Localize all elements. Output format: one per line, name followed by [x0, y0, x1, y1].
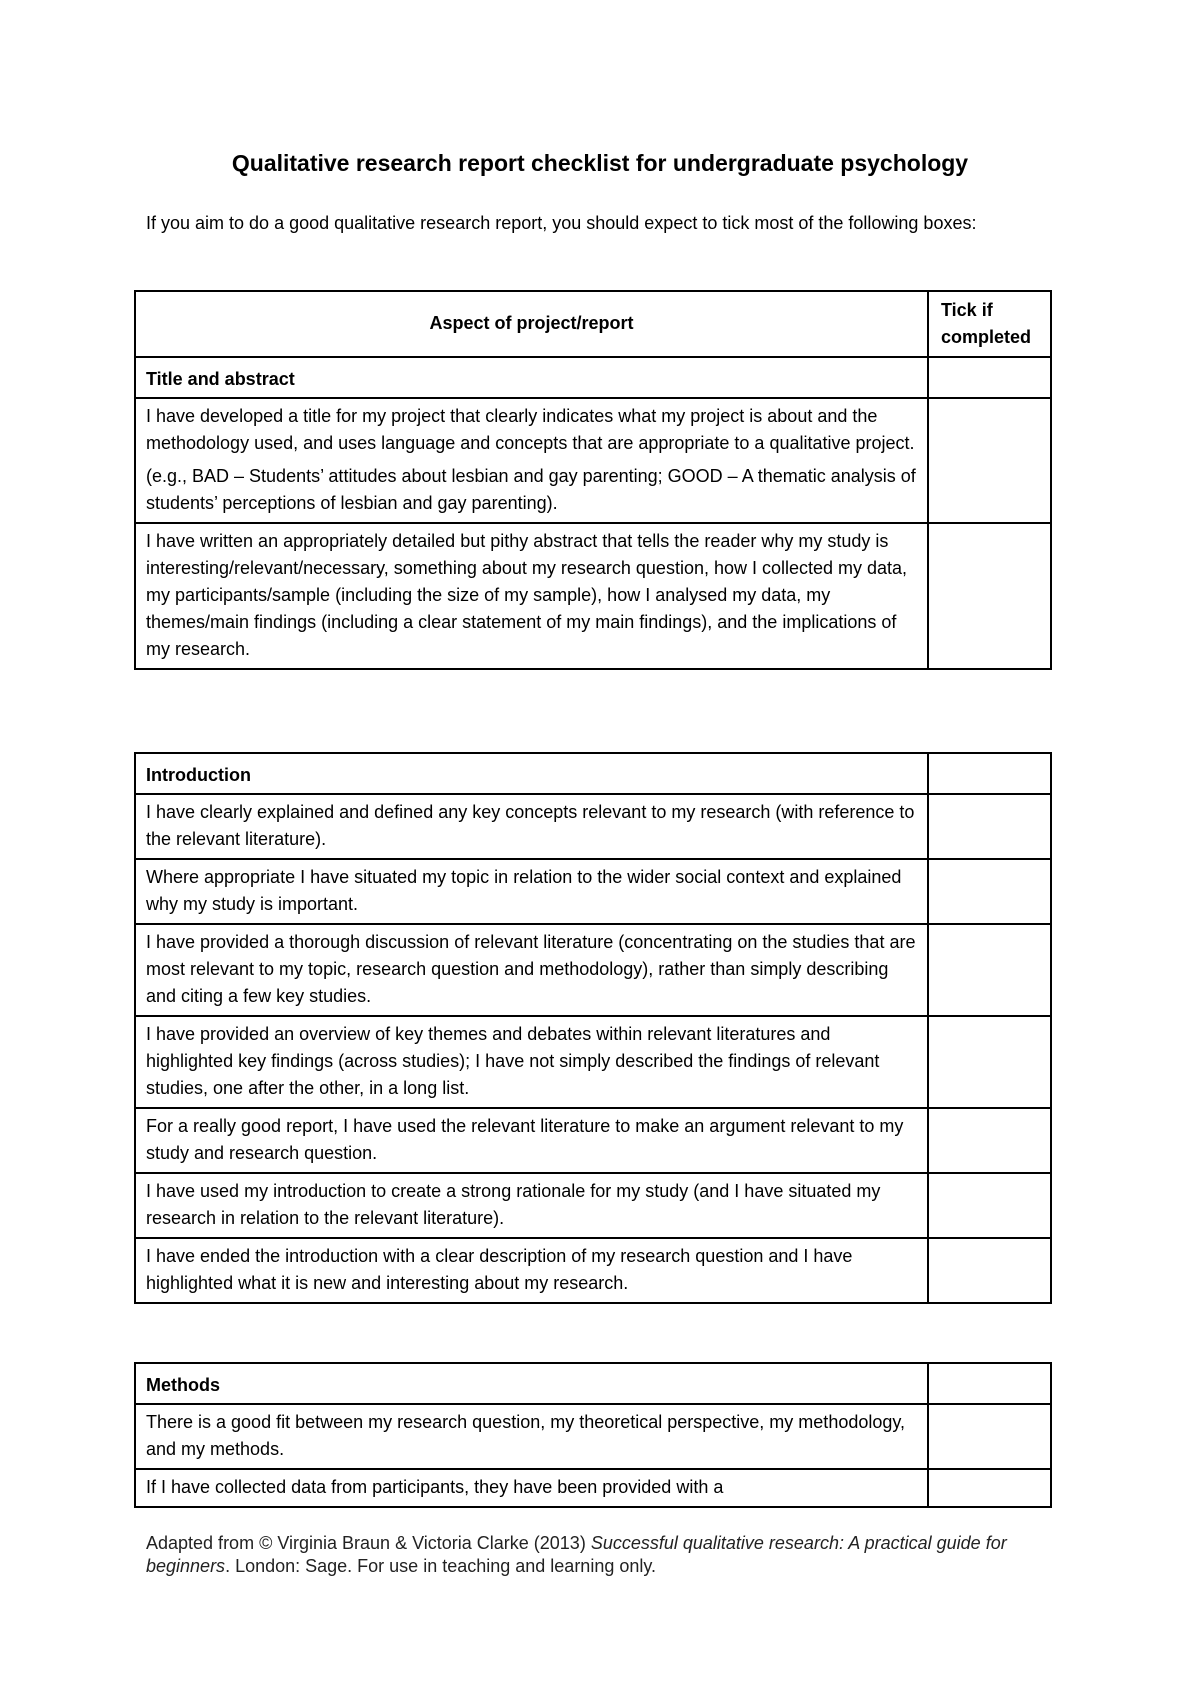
section-heading-row	[135, 357, 1051, 398]
checklist-item: I have written an appropriately detailed but pithy abstract that tells the reader why my study is interesting/relevant/necessary, something about my research question, how I collected my data, my participants/sample (including the size of my sample), how I analysed my data, my themes/main findings (including a clear statement of my main findings), and the implications of my research.	[135, 523, 928, 669]
tick-box[interactable]	[928, 859, 1051, 924]
tick-box[interactable]	[928, 1404, 1051, 1469]
checklist-table-methods	[134, 1362, 1052, 1508]
checklist-item: I have used my introduction to create a strong rationale for my study (and I have situated my research in relation to the relevant literature).	[135, 1173, 928, 1238]
table-row	[135, 924, 1051, 1016]
tick-box[interactable]	[928, 357, 1051, 398]
table-row	[135, 1016, 1051, 1108]
section-heading-title-abstract: Title and abstract	[135, 357, 928, 398]
checklist-item	[135, 398, 928, 523]
aspect-column-header: Aspect of project/report	[135, 291, 928, 357]
tick-column-header: Tick if completed	[928, 291, 1051, 357]
tick-box[interactable]	[928, 398, 1051, 523]
table-row	[135, 398, 1051, 523]
tick-box[interactable]	[928, 1238, 1051, 1303]
footer-prefix: Adapted from © Virginia Braun & Victoria Clarke (2013)	[146, 1533, 591, 1553]
tick-box[interactable]	[928, 924, 1051, 1016]
tick-box[interactable]	[928, 1108, 1051, 1173]
tick-box[interactable]	[928, 1469, 1051, 1507]
table-row	[135, 859, 1051, 924]
table-header-row	[135, 291, 1051, 357]
footer-citation	[146, 1532, 1046, 1578]
checklist-item-text: I have developed a title for my project that clearly indicates what my project is about and the methodology used, and uses language and concepts that are appropriate to a qualitative project.	[146, 406, 915, 453]
table-row	[135, 1238, 1051, 1303]
checklist-item: I have ended the introduction with a clear description of my research question and I have highlighted what it is new and interesting about my research.	[135, 1238, 928, 1303]
checklist-item: I have provided a thorough discussion of relevant literature (concentrating on the studies that are most relevant to my topic, research question and methodology), rather than simply describing and citing a few key studies.	[135, 924, 928, 1016]
tick-box[interactable]	[928, 794, 1051, 859]
section-heading-row	[135, 753, 1051, 794]
checklist-table-title-abstract	[134, 290, 1052, 670]
section-heading-row	[135, 1363, 1051, 1404]
table-row	[135, 794, 1051, 859]
footer-book-title: Successful qualitative research: A practical guide for beginners	[146, 1533, 1007, 1576]
checklist-table-introduction	[134, 752, 1052, 1304]
checklist-item: There is a good fit between my research question, my theoretical perspective, my methodology, and my methods.	[135, 1404, 928, 1469]
table-row	[135, 1469, 1051, 1507]
table-row	[135, 1404, 1051, 1469]
checklist-item-example: (e.g., BAD – Students’ attitudes about lesbian and gay parenting; GOOD – A thematic analysis of students’ perceptions of lesbian and gay parenting).	[146, 466, 916, 513]
checklist-item: For a really good report, I have used the relevant literature to make an argument relevant to my study and research question.	[135, 1108, 928, 1173]
checklist-item: I have clearly explained and defined any key concepts relevant to my research (with reference to the relevant literature).	[135, 794, 928, 859]
intro-text: If you aim to do a good qualitative research report, you should expect to tick most of the following boxes:	[146, 213, 977, 233]
tick-box[interactable]	[928, 1016, 1051, 1108]
table-row	[135, 523, 1051, 669]
tick-box[interactable]	[928, 1173, 1051, 1238]
checklist-item: Where appropriate I have situated my topic in relation to the wider social context and explained why my study is important.	[135, 859, 928, 924]
section-heading-methods: Methods	[135, 1363, 928, 1404]
table-row	[135, 1173, 1051, 1238]
tick-box[interactable]	[928, 753, 1051, 794]
tick-box[interactable]	[928, 523, 1051, 669]
checklist-item: I have provided an overview of key themes and debates within relevant literatures and highlighted key findings (across studies); I have not simply described the findings of relevant studies, one after the other, in a long list.	[135, 1016, 928, 1108]
section-heading-introduction: Introduction	[135, 753, 928, 794]
table-row	[135, 1108, 1051, 1173]
footer-suffix: . London: Sage. For use in teaching and learning only.	[225, 1556, 657, 1576]
page-title: Qualitative research report checklist for undergraduate psychology	[231, 150, 969, 176]
tick-box[interactable]	[928, 1363, 1051, 1404]
checklist-item: If I have collected data from participants, they have been provided with a	[135, 1469, 928, 1507]
